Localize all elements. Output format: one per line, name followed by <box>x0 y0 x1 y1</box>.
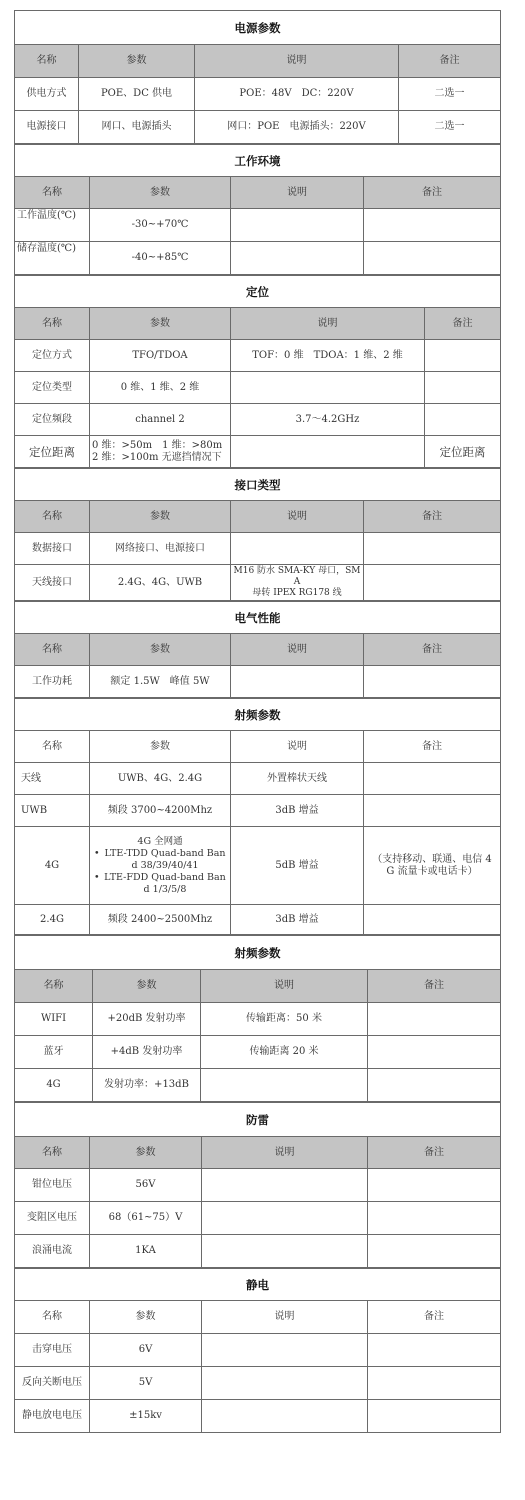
col-header-desc: 说明 <box>231 731 364 763</box>
table-row <box>15 209 501 242</box>
cell-param: 5V <box>90 1367 202 1400</box>
cell-note <box>425 404 501 436</box>
cell-desc <box>202 1202 368 1235</box>
cell-param: 网络接口、电源接口 <box>90 533 231 565</box>
col-header-param: 参数 <box>90 1137 202 1169</box>
cell-name: WIFI <box>15 1003 93 1036</box>
cell-name: 浪涌电流 <box>15 1235 90 1268</box>
cell-note <box>368 1169 501 1202</box>
cell-name: 4G <box>15 1069 93 1102</box>
cell-param <box>90 827 231 905</box>
cell-note <box>368 1334 501 1367</box>
cell-name: 蓝牙 <box>15 1036 93 1069</box>
table-row <box>15 533 501 565</box>
surge-protection-table <box>14 1102 501 1268</box>
cell-name: 电源接口 <box>15 111 79 144</box>
cell-param: -30~+70℃ <box>90 209 231 242</box>
cell-note: （支持移动、联通、电信 4G 流量卡或电话卡） <box>364 827 501 905</box>
cell-name: 2.4G <box>15 905 90 935</box>
col-header-name: 名称 <box>15 1137 90 1169</box>
cell-note <box>364 795 501 827</box>
col-header-param: 参数 <box>90 1301 202 1334</box>
table-row <box>15 242 501 275</box>
col-header-name: 名称 <box>15 970 93 1003</box>
cell-desc <box>231 372 425 404</box>
interface-table <box>14 468 501 601</box>
cell-note <box>425 372 501 404</box>
electrical-table <box>14 601 501 698</box>
col-header-note: 备注 <box>364 634 501 666</box>
cell-note <box>364 666 501 698</box>
cell-desc <box>231 666 364 698</box>
section-title: 射频参数 <box>15 936 501 970</box>
cell-name: 定位方式 <box>15 340 90 372</box>
table-row <box>15 340 501 372</box>
table-row <box>15 1334 501 1367</box>
cell-desc <box>202 1235 368 1268</box>
cell-name: 钳位电压 <box>15 1169 90 1202</box>
table-row <box>15 78 501 111</box>
cell-note: 二选一 <box>399 111 501 144</box>
table-row <box>15 1400 501 1433</box>
section-title: 电源参数 <box>15 11 501 45</box>
col-header-note: 备注 <box>425 308 501 340</box>
cell-param: -40~+85℃ <box>90 242 231 275</box>
col-header-name: 名称 <box>15 45 79 78</box>
cell-note <box>368 1036 501 1069</box>
cell-desc: 3dB 增益 <box>231 905 364 935</box>
table-row <box>15 111 501 144</box>
col-header-name: 名称 <box>15 731 90 763</box>
esd-table <box>14 1268 501 1433</box>
cell-param: 6V <box>90 1334 202 1367</box>
rf-table-1 <box>14 698 501 935</box>
cell-desc <box>231 436 425 468</box>
cell-note <box>364 565 501 601</box>
cell-desc-line: M16 防水 SMA-KY 母口，SMA <box>233 566 361 587</box>
cell-name: 击穿电压 <box>15 1334 90 1367</box>
col-header-desc: 说明 <box>231 177 364 209</box>
cell-param: 56V <box>90 1169 202 1202</box>
col-header-note: 备注 <box>368 1301 501 1334</box>
col-header-name: 名称 <box>15 1301 90 1334</box>
cell-note <box>368 1367 501 1400</box>
col-header-param: 参数 <box>90 501 231 533</box>
col-header-desc: 说明 <box>202 1301 368 1334</box>
col-header-note: 备注 <box>364 731 501 763</box>
cell-param: TFO/TDOA <box>90 340 231 372</box>
cell-desc: 外置棒状天线 <box>231 763 364 795</box>
cell-note <box>425 340 501 372</box>
cell-param-head: 4G 全网通 <box>137 835 183 847</box>
cell-note: 二选一 <box>399 78 501 111</box>
cell-name: 反向关断电压 <box>15 1367 90 1400</box>
table-row <box>15 1036 501 1069</box>
col-header-name: 名称 <box>15 177 90 209</box>
table-row <box>15 905 501 935</box>
cell-name: 供电方式 <box>15 78 79 111</box>
col-header-name: 名称 <box>15 308 90 340</box>
col-header-note: 备注 <box>364 177 501 209</box>
cell-desc <box>231 209 364 242</box>
cell-param-line: 2 维：>100m 无遮挡情况下 <box>92 451 222 463</box>
cell-name: 4G <box>15 827 90 905</box>
cell-param: 频段 2400~2500Mhz <box>90 905 231 935</box>
col-header-desc: 说明 <box>231 308 425 340</box>
cell-note <box>364 533 501 565</box>
table-row <box>15 1169 501 1202</box>
section-title: 接口类型 <box>15 469 501 501</box>
col-header-name: 名称 <box>15 634 90 666</box>
rf-table-2 <box>14 935 501 1102</box>
cell-desc <box>231 533 364 565</box>
col-header-note: 备注 <box>368 970 501 1003</box>
cell-note <box>368 1202 501 1235</box>
cell-desc: 5dB 增益 <box>231 827 364 905</box>
cell-param: 发射功率：+13dB <box>93 1069 201 1102</box>
power-table <box>14 10 501 144</box>
cell-desc-line: 母转 IPEX RG178 线 <box>252 588 342 598</box>
col-header-desc: 说明 <box>231 634 364 666</box>
cell-name: 定位频段 <box>15 404 90 436</box>
cell-desc: 传输距离 20 米 <box>201 1036 368 1069</box>
cell-name: 定位距离 <box>15 436 90 468</box>
section-title: 工作环境 <box>15 145 501 177</box>
table-row <box>15 827 501 905</box>
col-header-name: 名称 <box>15 501 90 533</box>
cell-param: 2.4G、4G、UWB <box>90 565 231 601</box>
cell-desc: 传输距离：50 米 <box>201 1003 368 1036</box>
cell-name: 工作温度(℃) <box>15 209 90 242</box>
cell-param: UWB、4G、2.4G <box>90 763 231 795</box>
cell-name: 储存温度(℃) <box>15 242 90 275</box>
cell-name: 天线 <box>15 763 90 795</box>
cell-note <box>364 209 501 242</box>
cell-param: ±15kv <box>90 1400 202 1433</box>
cell-desc <box>201 1069 368 1102</box>
cell-note <box>368 1400 501 1433</box>
section-title: 定位 <box>15 276 501 308</box>
col-header-note: 备注 <box>368 1137 501 1169</box>
col-header-note: 备注 <box>364 501 501 533</box>
cell-desc: 3dB 增益 <box>231 795 364 827</box>
cell-param: 0 维、1 维、2 维 <box>90 372 231 404</box>
col-header-note: 备注 <box>399 45 501 78</box>
table-row <box>15 565 501 601</box>
bullet-list <box>92 848 228 896</box>
col-header-param: 参数 <box>90 177 231 209</box>
cell-param: +4dB 发射功率 <box>93 1036 201 1069</box>
cell-param: 额定 1.5W 峰值 5W <box>90 666 231 698</box>
cell-param: 网口、电源插头 <box>79 111 195 144</box>
location-table <box>14 275 501 468</box>
col-header-desc: 说明 <box>231 501 364 533</box>
spec-document <box>14 10 500 1433</box>
table-row <box>15 1367 501 1400</box>
table-row <box>15 1202 501 1235</box>
cell-note <box>364 242 501 275</box>
list-item: • LTE-TDD Quad-band Band 38/39/40/41 <box>102 848 228 872</box>
table-row <box>15 763 501 795</box>
table-row <box>15 436 501 468</box>
cell-name: 工作功耗 <box>15 666 90 698</box>
cell-desc <box>202 1334 368 1367</box>
cell-param: POE、DC 供电 <box>79 78 195 111</box>
cell-name: 天线接口 <box>15 565 90 601</box>
list-item: • LTE-FDD Quad-band Band 1/3/5/8 <box>102 872 228 896</box>
cell-note <box>364 905 501 935</box>
cell-note <box>368 1003 501 1036</box>
cell-param: 频段 3700~4200Mhz <box>90 795 231 827</box>
environment-table <box>14 144 501 275</box>
cell-note <box>364 763 501 795</box>
table-row <box>15 666 501 698</box>
table-row <box>15 1003 501 1036</box>
cell-name: 静电放电电压 <box>15 1400 90 1433</box>
col-header-param: 参数 <box>90 731 231 763</box>
cell-desc: POE：48V DC：220V <box>195 78 399 111</box>
cell-desc <box>231 565 364 601</box>
cell-note: 定位距离 <box>425 436 501 468</box>
cell-param <box>90 436 231 468</box>
cell-param-line: 0 维：>50m 1 维：>80m <box>92 439 223 451</box>
cell-note <box>368 1235 501 1268</box>
col-header-param: 参数 <box>90 634 231 666</box>
table-row <box>15 1235 501 1268</box>
table-row <box>15 372 501 404</box>
cell-param: channel 2 <box>90 404 231 436</box>
cell-name: 定位类型 <box>15 372 90 404</box>
col-header-desc: 说明 <box>201 970 368 1003</box>
section-title: 射频参数 <box>15 699 501 731</box>
table-row <box>15 1069 501 1102</box>
cell-param: 68（61~75）V <box>90 1202 202 1235</box>
section-title: 防雷 <box>15 1103 501 1137</box>
col-header-param: 参数 <box>93 970 201 1003</box>
col-header-param: 参数 <box>79 45 195 78</box>
cell-name: 变阻区电压 <box>15 1202 90 1235</box>
cell-desc <box>231 242 364 275</box>
cell-desc: 3.7～4.2GHz <box>231 404 425 436</box>
section-title: 电气性能 <box>15 602 501 634</box>
cell-name: 数据接口 <box>15 533 90 565</box>
col-header-desc: 说明 <box>202 1137 368 1169</box>
cell-name: UWB <box>15 795 90 827</box>
cell-desc: TOF：0 维 TDOA：1 维、2 维 <box>231 340 425 372</box>
cell-desc <box>202 1367 368 1400</box>
col-header-param: 参数 <box>90 308 231 340</box>
cell-note <box>368 1069 501 1102</box>
cell-param: 1KA <box>90 1235 202 1268</box>
section-title: 静电 <box>15 1269 501 1301</box>
col-header-desc: 说明 <box>195 45 399 78</box>
cell-desc: 网口：POE 电源插头：220V <box>195 111 399 144</box>
cell-param: +20dB 发射功率 <box>93 1003 201 1036</box>
cell-desc <box>202 1169 368 1202</box>
cell-desc <box>202 1400 368 1433</box>
table-row <box>15 404 501 436</box>
table-row <box>15 795 501 827</box>
